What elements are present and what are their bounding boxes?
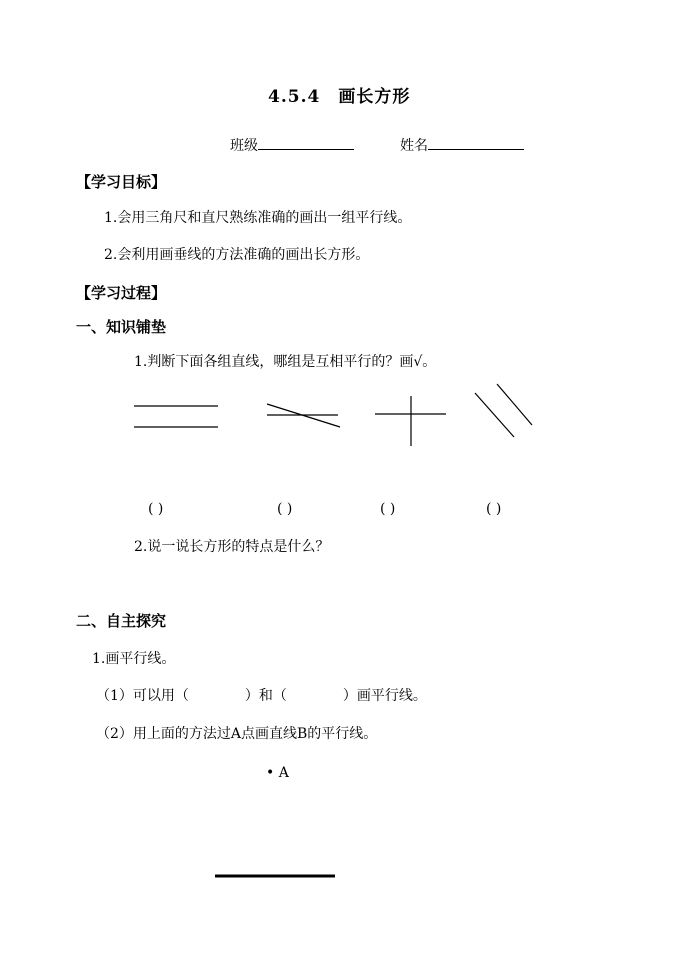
- section2-line-2: （2）用上面的方法过A点画直线B的平行线。: [96, 726, 378, 742]
- page-title: 4.5.4 画长方形: [268, 87, 411, 107]
- goal-item-2: 2.会利用画垂线的方法准确的画出长方形。: [104, 247, 370, 263]
- name-label: 姓名: [400, 138, 428, 154]
- section1-question-2: 2.说一说长方形的特点是什么？: [134, 539, 330, 555]
- answer-mark-1[interactable]: ( ): [148, 501, 164, 517]
- answer-mark-2[interactable]: ( ): [277, 501, 293, 517]
- figure-parallel-horizontal: [134, 406, 218, 427]
- class-label: 班级: [230, 138, 258, 154]
- section2-heading: 二、自主探究: [76, 612, 167, 630]
- figure-parallel-diagonal: [475, 384, 532, 437]
- section2-question-1: 1.画平行线。: [92, 651, 176, 667]
- figure-crossing-lines: [267, 404, 340, 427]
- section1-question-1: 1.判断下面各组直线，哪组是互相平行的？画√。: [134, 354, 437, 370]
- answer-mark-4[interactable]: ( ): [486, 501, 502, 517]
- figure-perpendicular-lines: [375, 396, 446, 446]
- goals-heading: 【学习目标】: [76, 173, 167, 191]
- process-heading: 【学习过程】: [76, 284, 167, 302]
- section1-heading: 一、知识铺垫: [76, 318, 167, 336]
- answer-mark-3[interactable]: ( ): [380, 501, 396, 517]
- point-a-label: • A: [266, 765, 289, 781]
- section2-line-1: （1）可以用（ ）和（ ）画平行线。: [96, 688, 427, 704]
- goal-item-1: 1.会用三角尺和直尺熟练准确的画出一组平行线。: [104, 210, 412, 226]
